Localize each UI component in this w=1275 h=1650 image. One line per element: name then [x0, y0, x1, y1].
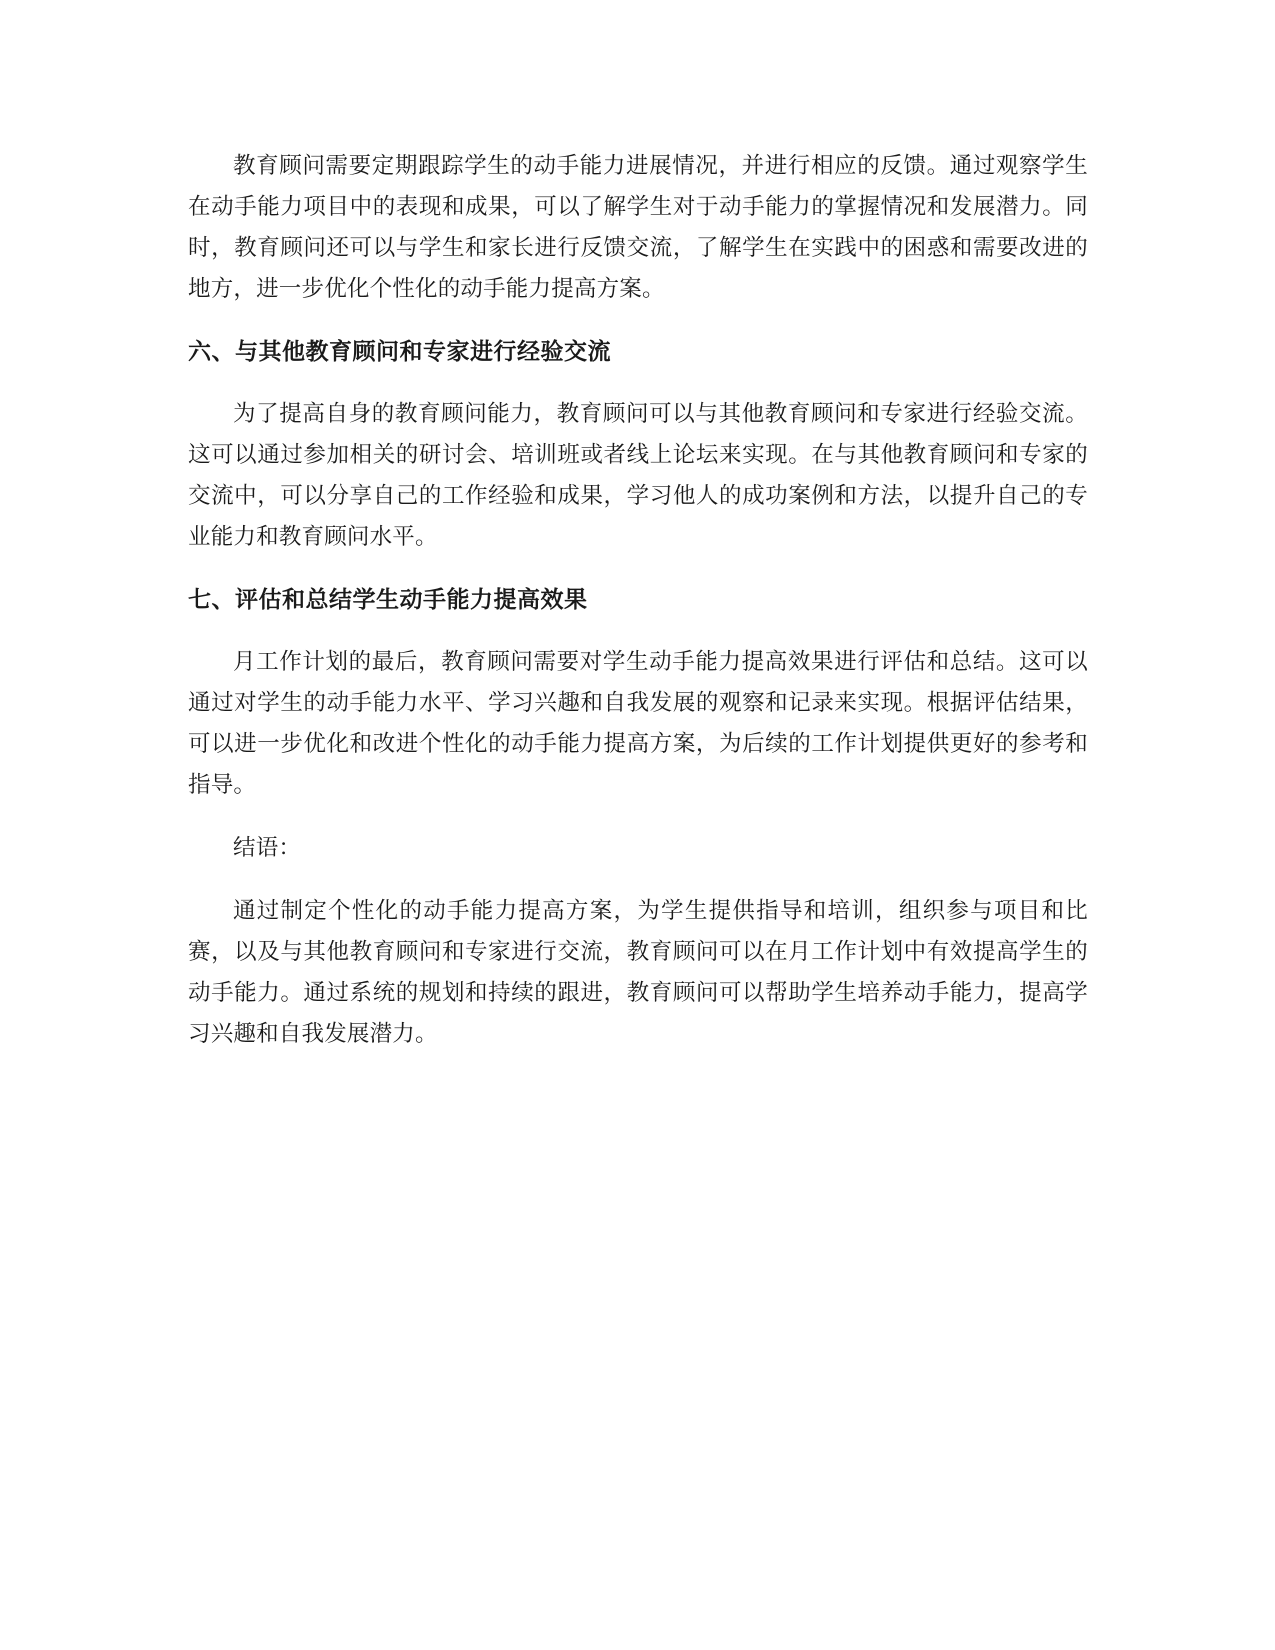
closing-label: 结语： — [233, 835, 302, 861]
paragraph-experience-exchange: 为了提高自身的教育顾问能力，教育顾问可以与其他教育顾问和专家进行经验交流。这可以通过参加相关的研讨会、培训班或者线上论坛来实现。在与其他教育顾问和专家的交流中，可以分享自己的工作经验和成果，学习他人的成功案例和方法，以提升自己的专业能力和教育顾问水平。 — [188, 401, 1088, 550]
section-heading-6: 六、与其他教育顾问和专家进行经验交流 — [188, 339, 611, 365]
paragraph-evaluation-summary: 月工作计划的最后，教育顾问需要对学生动手能力提高效果进行评估和总结。这可以通过对学生的动手能力水平、学习兴趣和自我发展的观察和记录来实现。根据评估结果，可以进一步优化和改进个性化的动手能力提高方案，为后续的工作计划提供更好的参考和指导。 — [188, 649, 1088, 798]
paragraph-closing: 通过制定个性化的动手能力提高方案，为学生提供指导和培训，组织参与项目和比赛，以及与其他教育顾问和专家进行交流，教育顾问可以在月工作计划中有效提高学生的动手能力。通过系统的规划和持续的跟进，教育顾问可以帮助学生培养动手能力，提高学习兴趣和自我发展潜力。 — [188, 898, 1088, 1047]
paragraph-feedback-tracking: 教育顾问需要定期跟踪学生的动手能力进展情况，并进行相应的反馈。通过观察学生在动手能力项目中的表现和成果，可以了解学生对于动手能力的掌握情况和发展潜力。同时，教育顾问还可以与学生和家长进行反馈交流，了解学生在实践中的困惑和需要改进的地方，进一步优化个性化的动手能力提高方案。 — [188, 153, 1088, 302]
section-heading-7: 七、评估和总结学生动手能力提高效果 — [188, 587, 588, 613]
document-page — [188, 146, 1088, 1055]
